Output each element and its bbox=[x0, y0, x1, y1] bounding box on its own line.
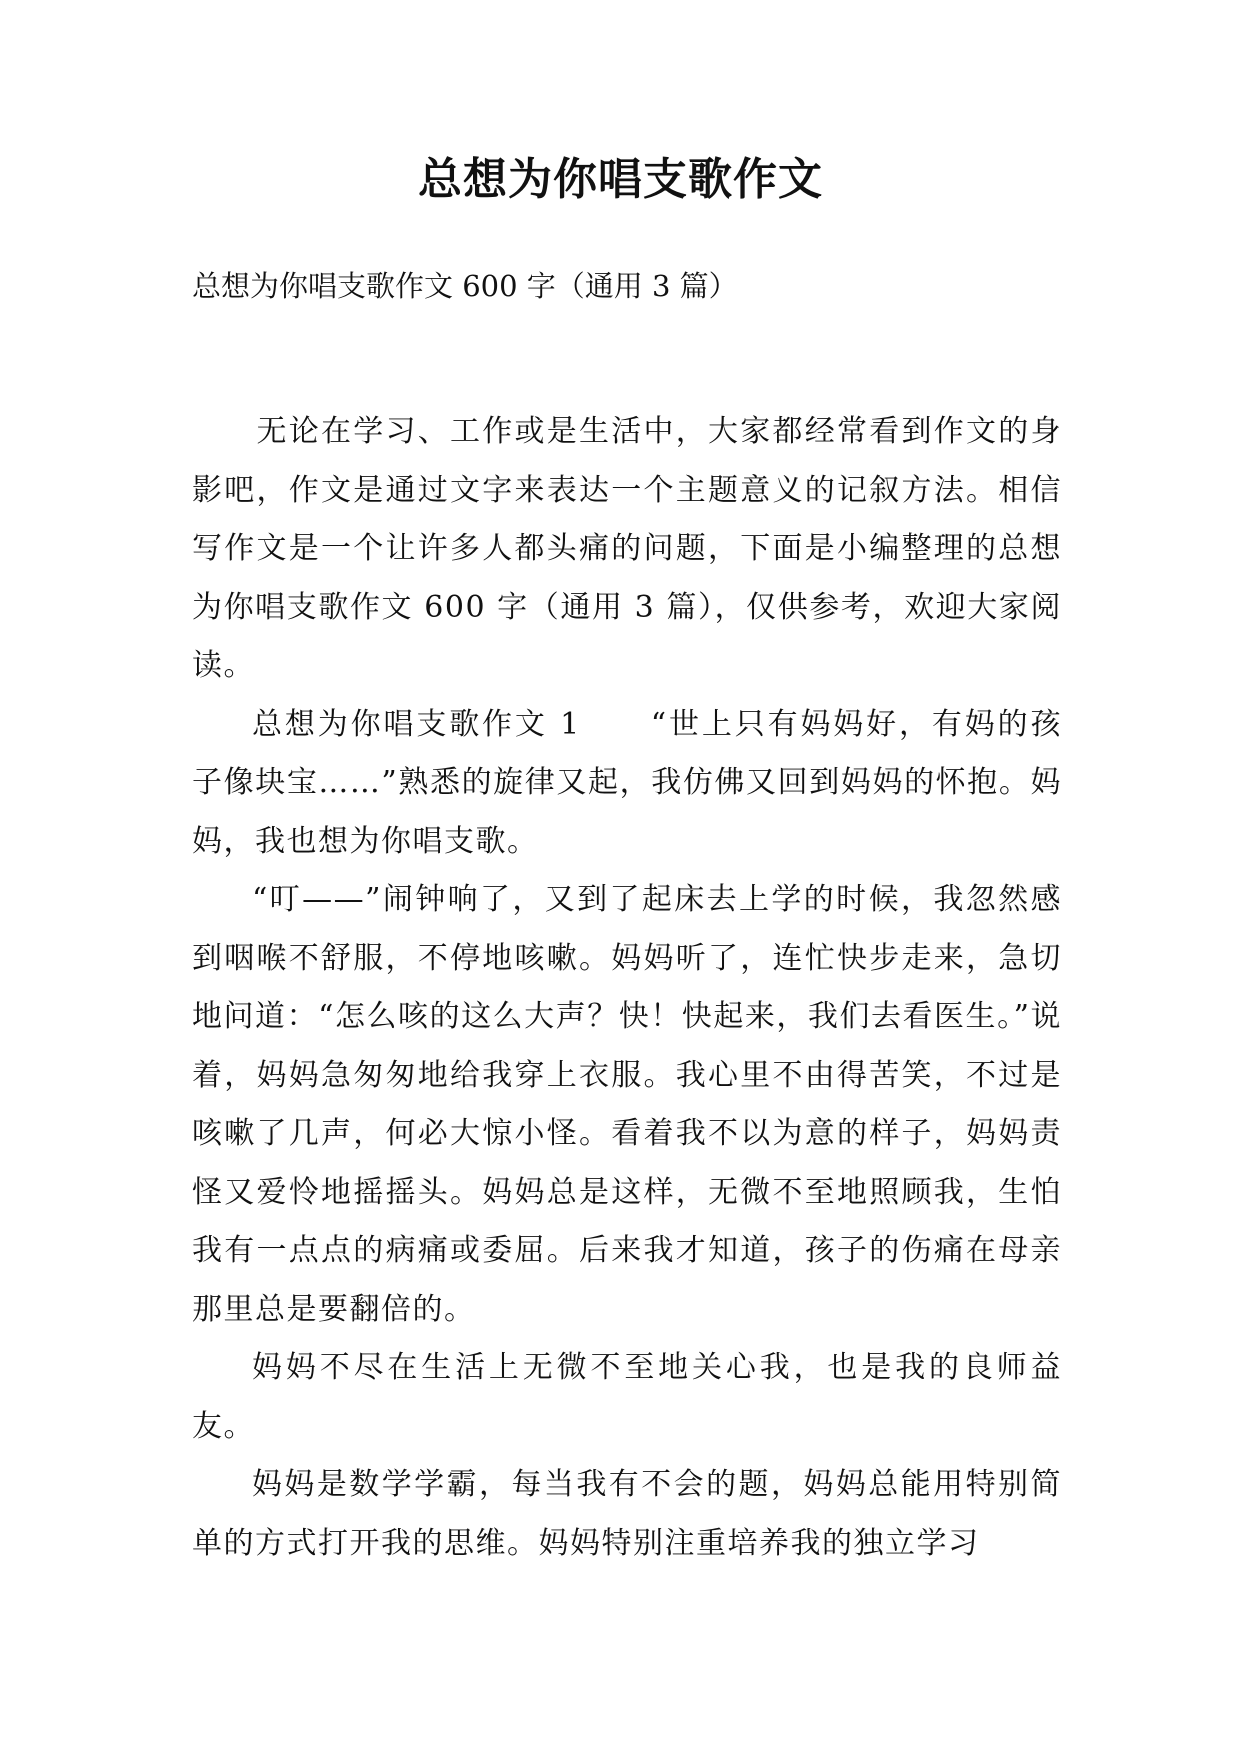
alarm-paragraph: “叮——”闹钟响了，又到了起床去上学的时候，我忽然感到咽喉不舒服，不停地咳嗽。妈妈听了，连忙快步走来，急切地问道：“怎么咳的这么大声？快！快起来，我们去看医生。”说着，妈妈急匆匆地给我穿上衣服。我心里不由得苦笑，不过是咳嗽了几声，何必大惊小怪。看着我不以为意的样子，妈妈责怪又爱怜地摇摇头。妈妈总是这样，无微不至地照顾我，生怕我有一点点的病痛或委屈。后来我才知道，孩子的伤痛在母亲那里总是要翻倍的。 bbox=[192, 882, 1062, 1327]
intro-paragraph: 无论在学习、工作或是生活中，大家都经常看到作文的身影吧，作文是通过文字来表达一个主题意义的记叙方法。相信写作文是一个让许多人都头痛的问题，下面是小编整理的总想为你唱支歌作文 600 字（通用 3 篇），仅供参考，欢迎大家阅读。 bbox=[192, 414, 1062, 683]
section-heading: 总想为你唱支歌作文 1 bbox=[252, 706, 581, 742]
math-paragraph: 妈妈是数学学霸，每当我有不会的题，妈妈总能用特别简单的方式打开我的思维。妈妈特别注重培养我的独立学习 bbox=[192, 1467, 1062, 1561]
document-body bbox=[192, 403, 1062, 1573]
section-1-opening-text: “世上只有妈妈好，有妈的孩子像块宝……”熟悉的旋律又起，我仿佛又回到妈妈的怀抱。妈妈，我也想为你唱支歌。 bbox=[192, 706, 1062, 859]
mentor-paragraph: 妈妈不尽在生活上无微不至地关心我，也是我的良师益友。 bbox=[192, 1350, 1062, 1444]
document-title: 总想为你唱支歌作文 bbox=[418, 154, 823, 205]
section-1-opening-paragraph bbox=[192, 696, 1062, 872]
document-subtitle: 总想为你唱支歌作文 600 字（通用 3 篇） bbox=[192, 269, 738, 303]
